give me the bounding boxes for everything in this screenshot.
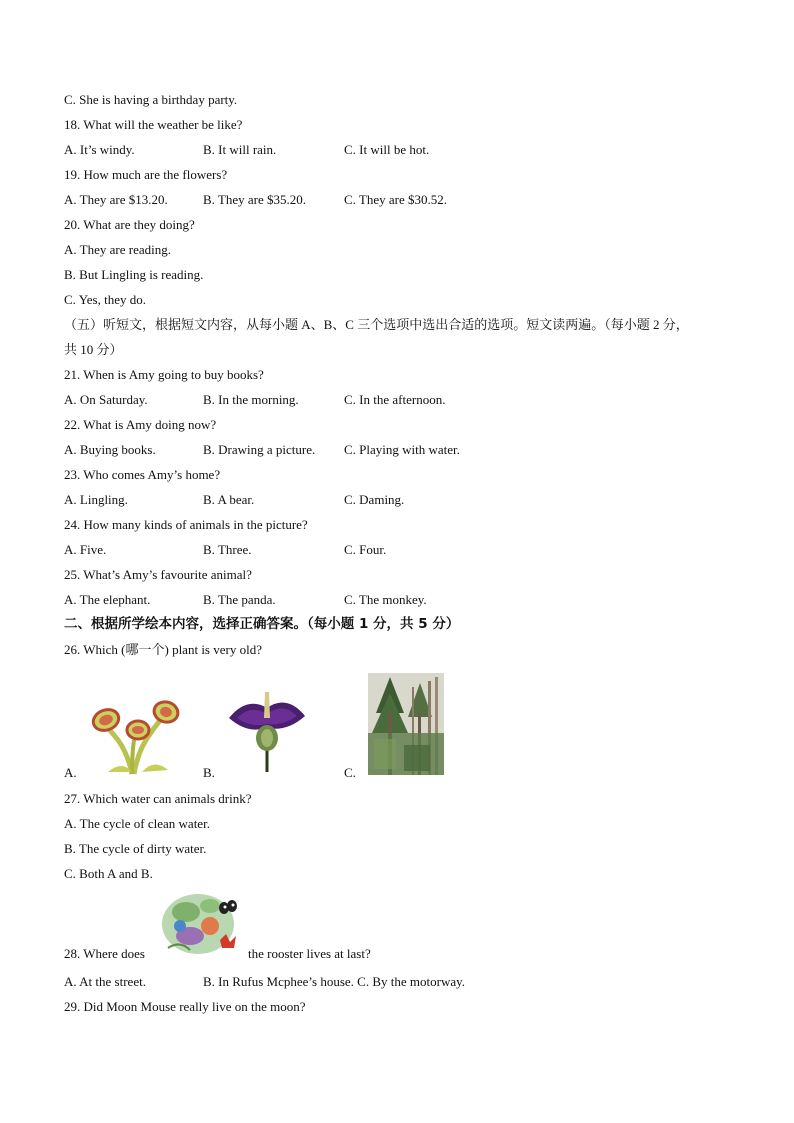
- q25-option-a: A. The elephant.: [64, 592, 151, 607]
- q17-option-c: C. She is having a birthday party.: [64, 92, 238, 107]
- q25-option-b: B. The panda.: [203, 592, 276, 607]
- q21-option-b: B. In the morning.: [203, 392, 299, 407]
- venus-flytrap-image: [88, 694, 180, 776]
- q26-option-b-label: B.: [203, 765, 215, 780]
- q29-question: 29. Did Moon Mouse really live on the moon?: [64, 999, 306, 1014]
- q23-option-a: A. Lingling.: [64, 492, 128, 507]
- section-5-instructions-cont: 共 10 分）: [64, 342, 123, 357]
- q25-question: 25. What’s Amy’s favourite animal?: [64, 567, 252, 582]
- q28-option-b-c: B. In Rufus Mcphee’s house. C. By the motorway.: [203, 974, 466, 989]
- q20-question: 20. What are they doing?: [64, 217, 195, 232]
- q28-question-start: 28. Where does: [64, 946, 145, 961]
- q27-option-c: C. Both A and B.: [64, 866, 153, 881]
- q20-option-b: B. But Lingling is reading.: [64, 267, 204, 282]
- q18-option-b: B. It will rain.: [203, 142, 277, 157]
- q21-option-c: C. In the afternoon.: [344, 392, 446, 407]
- q22-option-a: A. Buying books.: [64, 442, 156, 457]
- q21-option-a: A. On Saturday.: [64, 392, 148, 407]
- q18-option-a: A. It’s windy.: [64, 142, 135, 157]
- q27-question: 27. Which water can animals drink?: [64, 791, 252, 806]
- q18-question: 18. What will the weather be like?: [64, 117, 243, 132]
- q23-question: 23. Who comes Amy’s home?: [64, 467, 221, 482]
- q23-option-c: C. Daming.: [344, 492, 405, 507]
- purple-flower-image: [227, 688, 307, 772]
- q24-question: 24. How many kinds of animals in the picture?: [64, 517, 308, 532]
- q24-option-c: C. Four.: [344, 542, 387, 557]
- section-5-instructions: （五）听短文，根据短文内容，从每小题 A、B、C 三个选项中选出合适的选项。短文读两遍。（每小题 2 分，: [64, 317, 689, 332]
- q22-option-c: C. Playing with water.: [344, 442, 460, 457]
- q18-option-c: C. It will be hot.: [344, 142, 430, 157]
- q19-option-a: A. They are $13.20.: [64, 192, 168, 207]
- q20-option-c: C. Yes, they do.: [64, 292, 146, 307]
- q24-option-b: B. Three.: [203, 542, 252, 557]
- q21-question: 21. When is Amy going to buy books?: [64, 367, 264, 382]
- q27-option-a: A. The cycle of clean water.: [64, 816, 210, 831]
- rooster-cartoon-image: [160, 890, 242, 956]
- q22-question: 22. What is Amy doing now?: [64, 417, 217, 432]
- q26-question: 26. Which (哪一个) plant is very old?: [64, 642, 262, 657]
- q19-option-b: B. They are $35.20.: [203, 192, 307, 207]
- q25-option-c: C. The monkey.: [344, 592, 427, 607]
- q19-option-c: C. They are $30.52.: [344, 192, 448, 207]
- q28-question-end: the rooster lives at last?: [248, 946, 371, 961]
- q22-option-b: B. Drawing a picture.: [203, 442, 316, 457]
- q28-option-a: A. At the street.: [64, 974, 146, 989]
- q20-option-a: A. They are reading.: [64, 242, 171, 257]
- q26-option-a-label: A.: [64, 765, 77, 780]
- old-trees-image: [368, 673, 444, 775]
- q19-question: 19. How much are the flowers?: [64, 167, 228, 182]
- q24-option-a: A. Five.: [64, 542, 107, 557]
- q26-option-c-label: C.: [344, 765, 356, 780]
- section-2-heading: 二、根据所学绘本内容，选择正确答案。（每小题 1 分，共 5 分）: [64, 616, 460, 632]
- q27-option-b: B. The cycle of dirty water.: [64, 841, 207, 856]
- q23-option-b: B. A bear.: [203, 492, 255, 507]
